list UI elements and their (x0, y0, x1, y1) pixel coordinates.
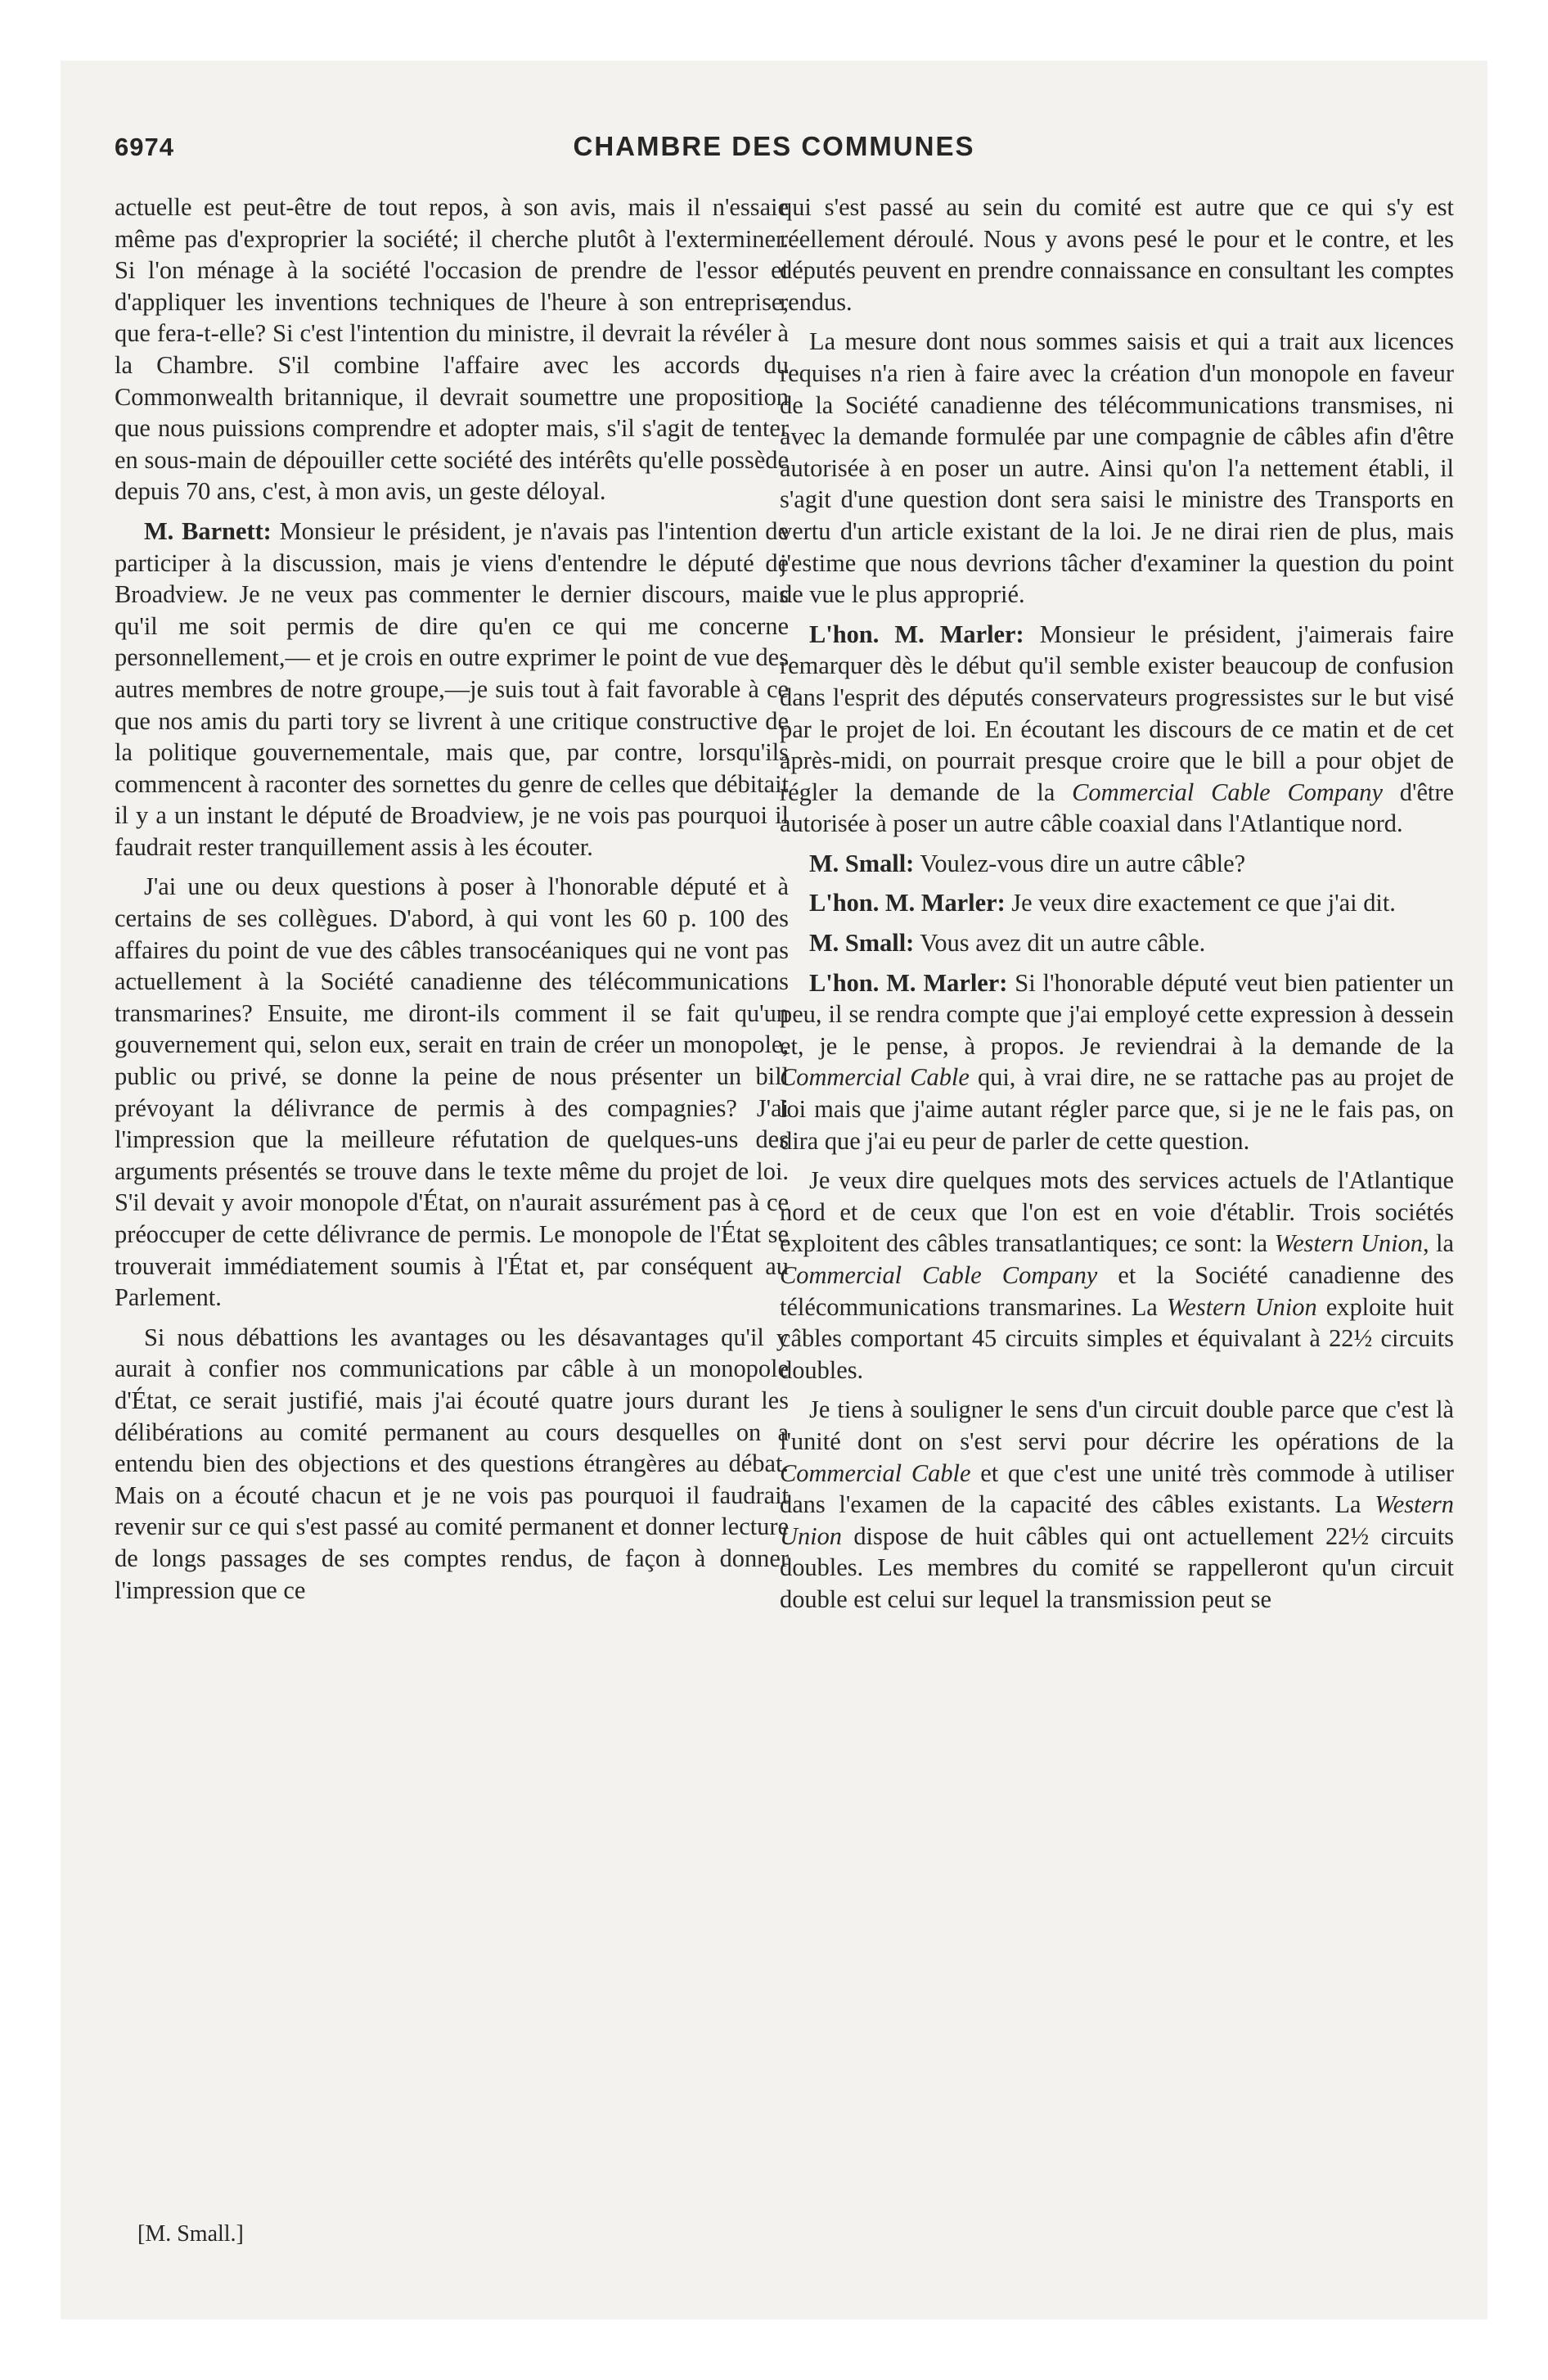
paragraph (780, 967, 1454, 1157)
speech-text: Si l'honorable député veut bien patienter un peu, il se rendra compte que j'ai employé cette expression à dessein et, je le pense, à propos. Je reviendrai à la demande de la (780, 968, 1454, 1060)
speech-text: Je veux dire exactement ce que j'ai dit. (1005, 889, 1396, 917)
speaker-name: L'hon. M. Marler: (809, 620, 1024, 648)
company-name: Commercial Cable (780, 1458, 971, 1487)
speech-text: dispose de huit câbles qui ont actuellement 22½ circuits doubles. Les membres du comité se rappelleront qu'un circuit double est celui sur lequel la transmission peut se (780, 1521, 1454, 1613)
right-column (780, 192, 1454, 2213)
paragraph (780, 887, 1454, 919)
company-name: Commercial Cable Company (1072, 778, 1383, 806)
speech-text: Monsieur le président, j'aimerais faire remarquer dès le début qu'il semble exister beaucoup de confusion dans l'esprit des députés conservateurs progressistes sur le but visé par le projet de loi. En écoutant les discours de ce matin et de cet après-midi, on pourrait presque croire que le bill a pour objet de régler la demande de la (780, 620, 1454, 806)
company-name: Commercial Cable (780, 1063, 970, 1092)
speech-text: et que c'est une unité très commode à utiliser dans l'examen de la capacité des câbles existants. La (780, 1458, 1454, 1519)
speech-text: d'être autorisée à poser un autre câble coaxial dans l'Atlantique nord. (780, 778, 1454, 838)
company-name: Western Union (1166, 1292, 1317, 1321)
page-number: 6974 (115, 133, 174, 161)
speaker-name: M. Barnett: (144, 516, 272, 545)
speech-text: Monsieur le président, je n'avais pas l'intention de participer à la discussion, mais je viens d'entendre le député de Broadview. Je ne veux pas commenter le dernier discours, mais qu'il me soit permis de dire qu'en ce qui me concerne personnellement,— et je crois en outre exprimer le point de vue des autres membres de notre groupe,—je suis tout à fait favorable à ce que nos amis du parti tory se livrent à une critique constructive de la politique gouvernementale, mais que, par contre, lorsqu'ils commencent à raconter des sornettes du genre de celles que débitait il y a un instant le député de Broadview, je ne vois pas pourquoi il faudrait rester tranquillement assis à les écouter. (115, 516, 789, 861)
running-title: CHAMBRE DES COMMUNES (573, 131, 975, 161)
company-name: Western Union (780, 1490, 1454, 1550)
paragraph: J'ai une ou deux questions à poser à l'honorable député et à certains de ses collègues. D'abord, à qui vont les 60 p. 100 des affaires du point de vue des câbles transocéaniques qui ne vont pas actuellement à la Société canadienne des télécommunications transmarines? Ensuite, me diront-ils comment il se fait qu'un gouvernement qui, selon eux, serait en train de créer un monopole, public ou privé, se donne la peine de nous présenter un bill prévoyant la délivrance de permis à des compagnies? J'ai l'impression que la meilleure réfutation de quelques-uns des arguments présentés se trouve dans le texte même du projet de loi. S'il devait y avoir monopole d'État, on n'aurait assurément pas à ce préoccuper de cette délivrance de permis. Le monopole de l'État se trouverait immédiatement soumis à l'État et, par conséquent au Parlement. (115, 872, 789, 1312)
company-name: Western Union (1274, 1229, 1423, 1258)
speaker-name: L'hon. M. Marler: (809, 889, 1006, 917)
left-column (115, 192, 789, 2213)
speech-text: Je tiens à souligner le sens d'un circuit double parce que c'est là l'unité dont on s'est servi pour décrire les opérations de la (780, 1395, 1454, 1455)
speech-text: Voulez-vous dire un autre câble? (914, 849, 1246, 877)
speaker-reference: [M. Small.] (137, 2221, 244, 2247)
paragraph (780, 1394, 1454, 1615)
paragraph: actuelle est peut-être de tout repos, à son avis, mais il n'essaie même pas d'exproprier la société; il cherche plutôt à l'exterminer. Si l'on ménage à la société l'occasion de prendre de l'essor et d'appliquer les inventions techniques de l'heure à son entreprise, que fera-t-elle? Si c'est l'intention du ministre, il devrait la révéler à la Chambre. S'il combine l'affaire avec les accords du Commonwealth britannique, il devrait soumettre une proposition que nous puissions comprendre et adopter mais, s'il s'agit de tenter en sous-main de dépouiller cette société des intérêts qu'elle possède depuis 70 ans, c'est, à mon avis, un geste déloyal. (115, 193, 789, 506)
paragraph: La mesure dont nous sommes saisis et qui a trait aux licences requises n'a rien à faire avec la création d'un monopole en faveur de la Société canadienne des télécommunications transmises, ni avec la demande formulée par une compagnie de câbles afin d'être autorisée à en poser un autre. Ainsi qu'on l'a nettement établi, il s'agit d'une question dont sera saisi le ministre des Transports en vertu d'un article existant de la loi. Je ne dirai rien de plus, mais j'estime que nous devrions tâcher d'examiner la question du point de vue le plus approprié. (780, 327, 1454, 609)
paragraph (780, 1165, 1454, 1386)
paragraph (780, 927, 1454, 959)
speech-text: , la (1422, 1229, 1454, 1258)
speech-text: Vous avez dit un autre câble. (914, 929, 1206, 958)
paragraph: Si nous débattions les avantages ou les désavantages qu'il y aurait à confier nos communications par câble à un monopole d'État, ce serait justifié, mais j'ai écouté quatre jours durant les délibérations au comité permanent au cours desquelles on a entendu bien des objections et des questions étrangères au débat. Mais on a écouté chacun et je ne vois pas pourquoi il faudrait revenir sur ce qui s'est passé au comité permanent et donner lecture de longs passages de ses comptes rendus, de façon à donner l'impression que ce (115, 1323, 789, 1604)
paragraph (115, 516, 789, 863)
paragraph (780, 619, 1454, 840)
speech-text: et la Société canadienne des télécommunications transmarines. La (780, 1261, 1454, 1321)
speaker-name: L'hon. M. Marler: (809, 968, 1008, 997)
paragraph: qui s'est passé au sein du comité est autre que ce qui s'y est réellement déroulé. Nous y avons pesé le pour et le contre, et les députés peuvent en prendre connaissance en consultant les comptes rendus. (780, 193, 1454, 316)
speech-text: qui, à vrai dire, ne se rattache pas au projet de loi mais que j'aime autant régler parce que, si je ne le fais pas, on dira que j'ai eu peur de parler de cette question. (780, 1063, 1454, 1155)
speech-text: Je veux dire quelques mots des services actuels de l'Atlantique nord et de ceux que l'on est en voie d'établir. Trois sociétés exploitent des câbles transatlantiques; ce sont: la (780, 1166, 1454, 1258)
paragraph (780, 848, 1454, 880)
speaker-name: M. Small: (809, 849, 915, 877)
speaker-name: M. Small: (809, 929, 915, 958)
company-name: Commercial Cable Company (780, 1261, 1098, 1289)
speech-text: exploite huit câbles comportant 45 circuits simples et équivalant à 22½ circuits doubles. (780, 1292, 1454, 1384)
